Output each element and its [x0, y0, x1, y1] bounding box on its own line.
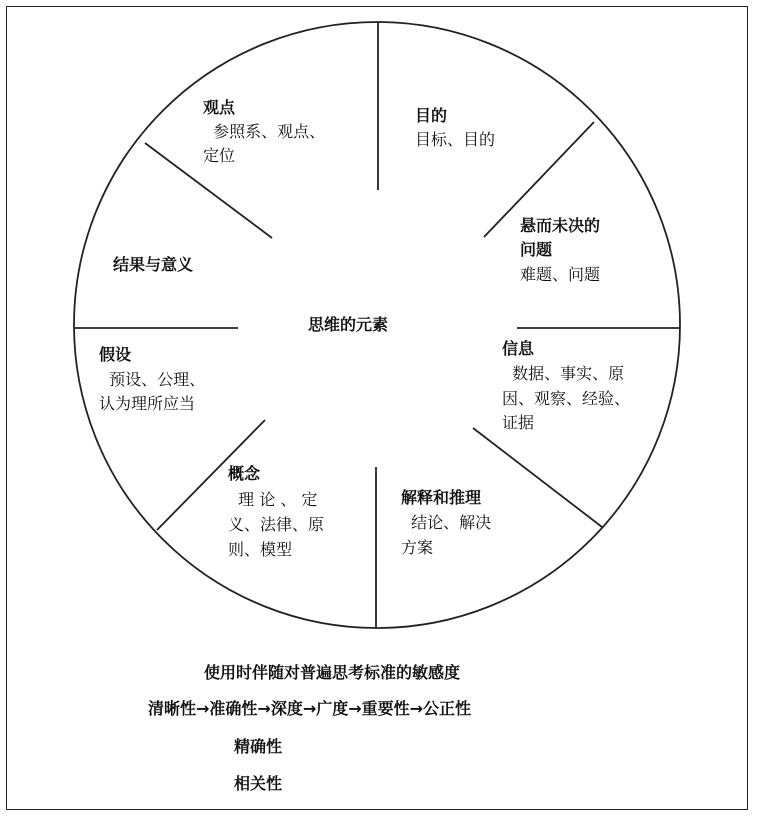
- element-title: 解释和推理: [401, 488, 482, 507]
- standard-relevance: 相关性: [234, 774, 283, 793]
- element-title: 假设: [99, 345, 132, 364]
- standards-heading: 使用时伴随对普遍思考标准的敏感度: [204, 663, 461, 682]
- element-title: 结果与意义: [113, 255, 194, 274]
- element-detail: 定位: [203, 146, 236, 165]
- element-detail: 方案: [401, 538, 434, 557]
- element-detail: 则、模型: [228, 540, 293, 559]
- element-title: 概念: [228, 464, 261, 483]
- element-detail: 参照系、观点、: [203, 122, 326, 141]
- center-label: 思维的元素: [308, 315, 389, 334]
- element-detail: 义、法律、原: [228, 515, 325, 534]
- element-title: 悬而未决的: [520, 216, 601, 235]
- element-detail: 难题、问题: [520, 265, 601, 284]
- element-detail: 目标、目的: [415, 130, 496, 149]
- element-title: 观点: [203, 98, 236, 117]
- spoke-lower-right: [473, 428, 602, 527]
- standards-chain: 清晰性→准确性→深度→广度→重要性→公正性: [148, 699, 472, 718]
- element-title: 信息: [502, 339, 535, 358]
- element-title-line2: 问题: [520, 240, 553, 259]
- element-title: 目的: [415, 106, 448, 125]
- element-detail: 预设、公理、: [99, 370, 206, 389]
- element-detail: 因、观察、经验、: [502, 389, 631, 408]
- element-detail: 结论、解决: [401, 513, 492, 532]
- element-detail: 数据、事实、原: [502, 364, 625, 383]
- element-detail: 理 论 、 定: [228, 490, 318, 509]
- element-detail: 认为理所应当: [99, 394, 196, 413]
- standard-precision: 精确性: [234, 737, 283, 756]
- element-detail: 证据: [502, 413, 535, 432]
